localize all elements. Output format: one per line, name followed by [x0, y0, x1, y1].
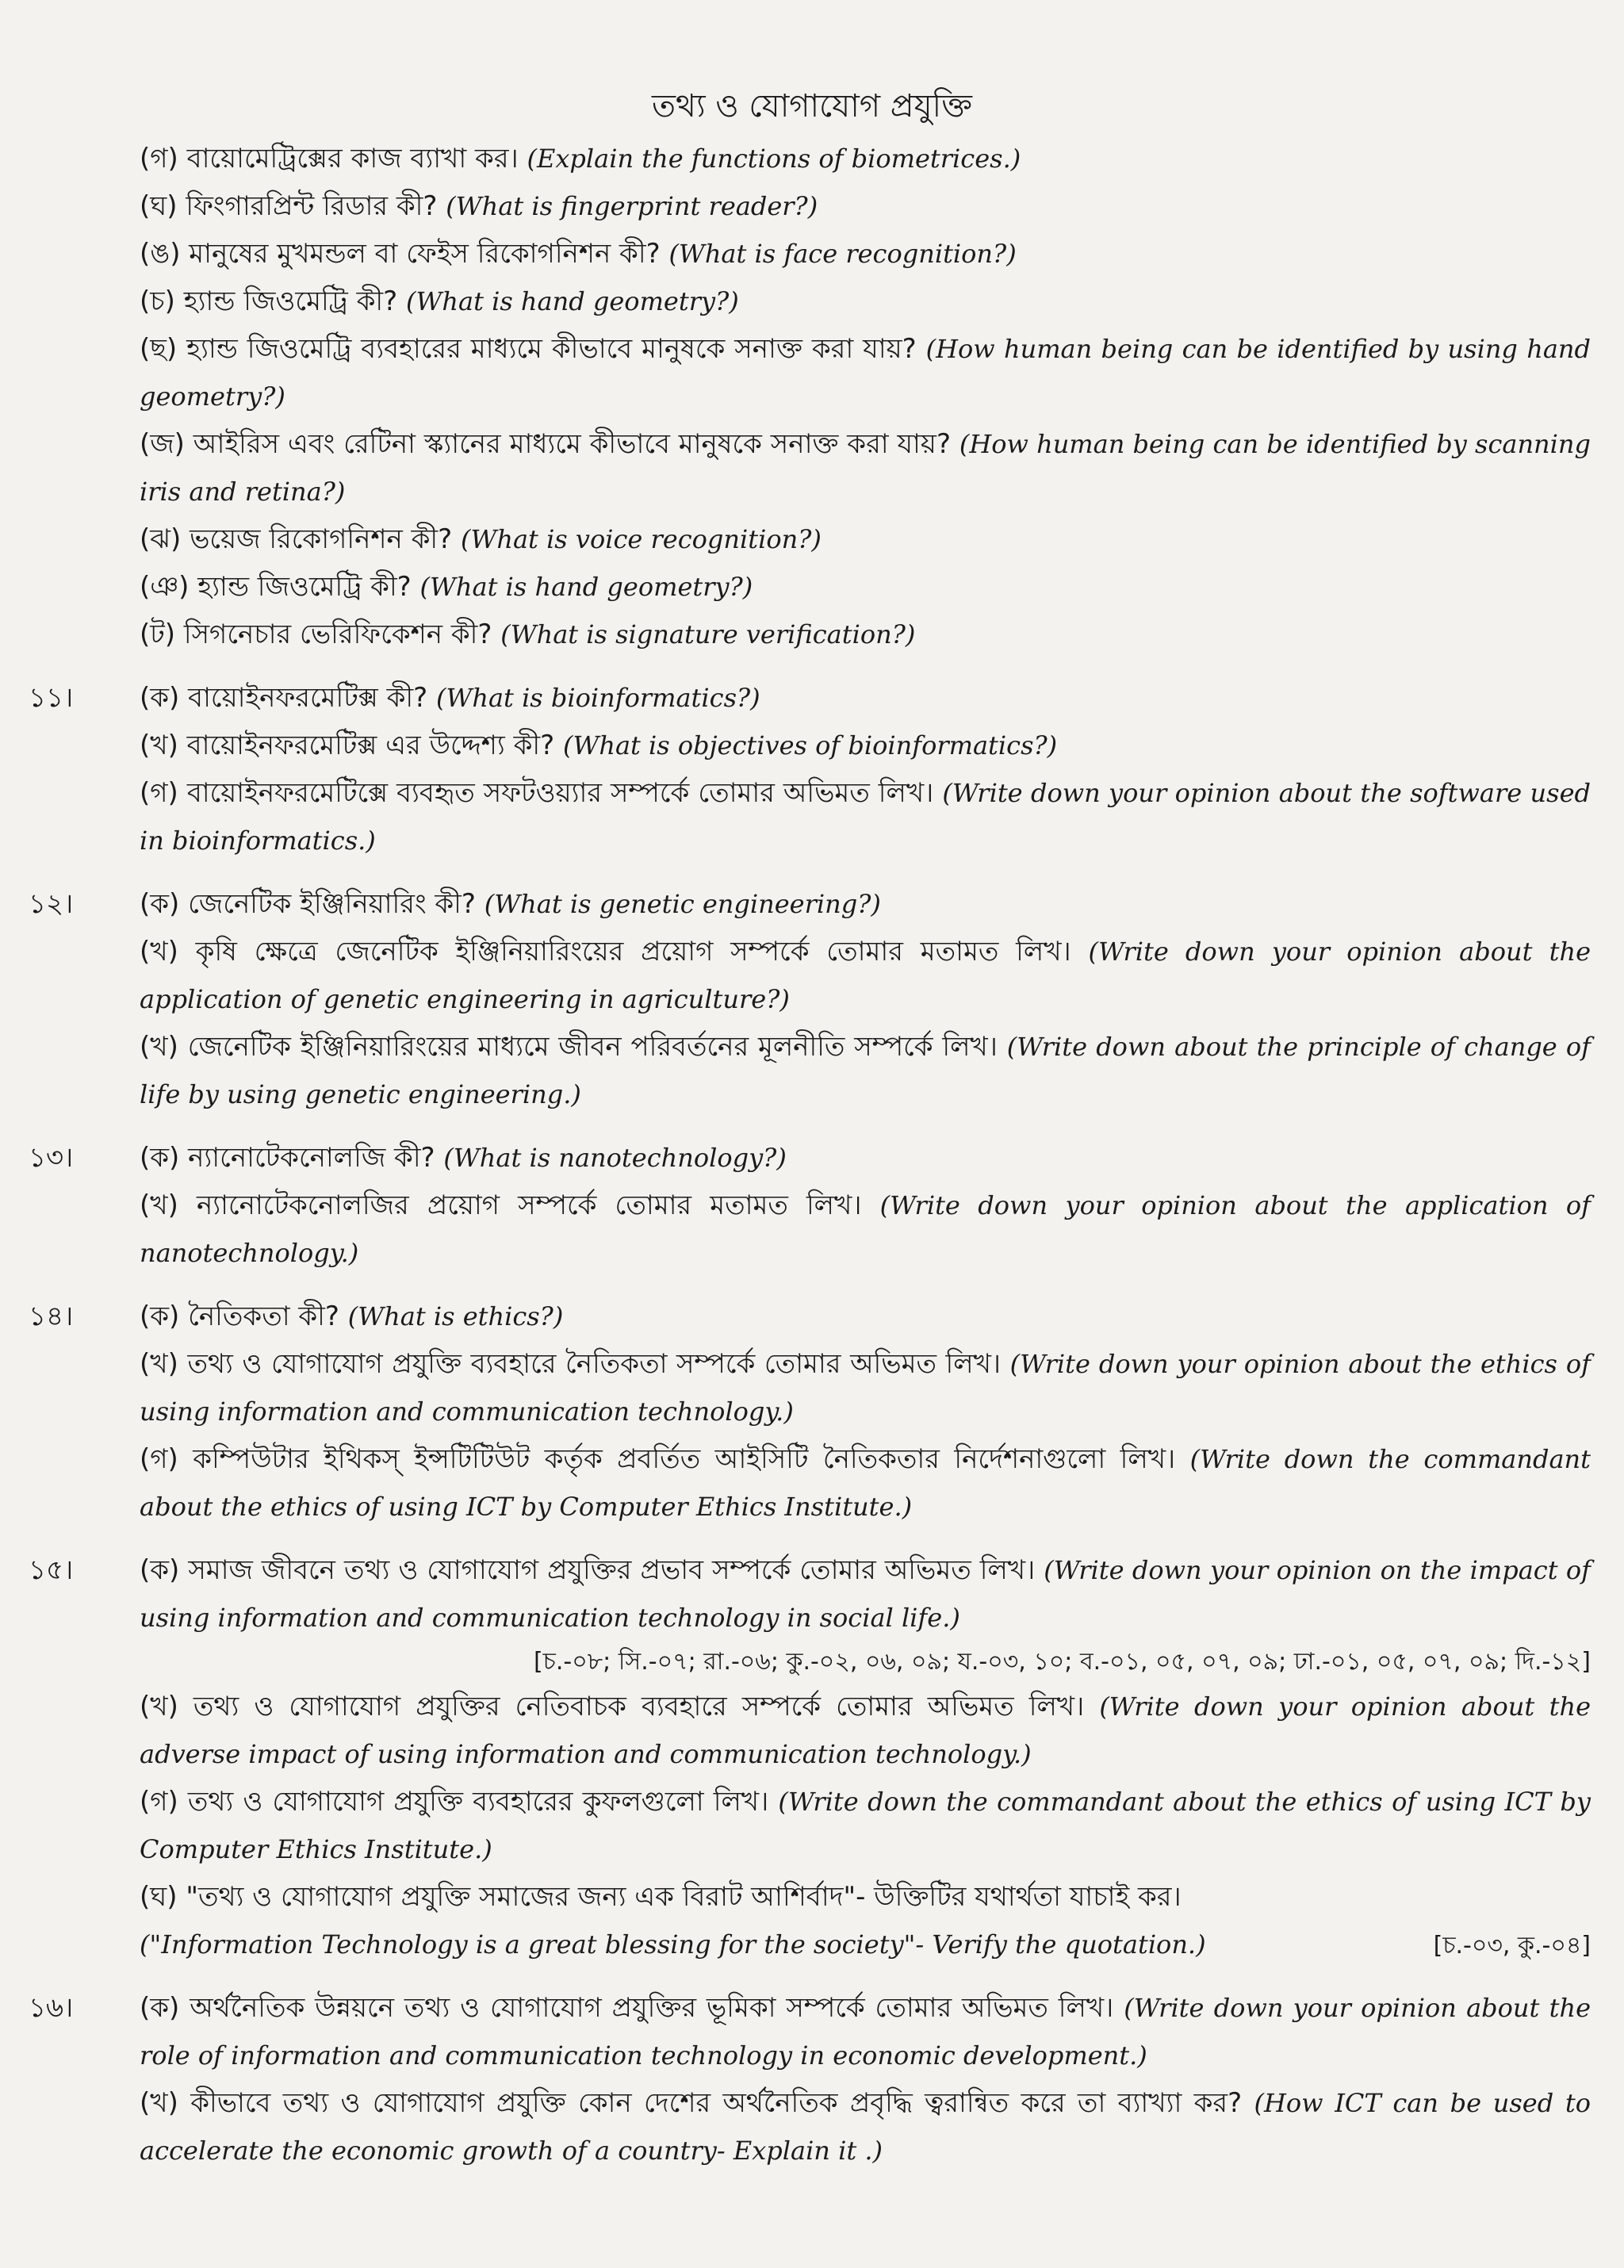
- list-item: (ক) নৈতিকতা কী? (What is ethics?): [140, 1301, 564, 1332]
- list-item: (জ) আইরিস এবং রেটিনা স্ক্যানের মাধ্যমে কীভাবে মানুষকে সনাক্ত করা যায়? (How human being can be identified by scanning iris and retina?): [140, 428, 1591, 507]
- board-reference: [চ.-০৮; সি.-০৭; রা.-০৬; কু.-০২, ০৬, ০৯; য.-০৩, ১০; ব.-০১, ০৫, ০৭, ০৯; ঢা.-০১, ০৫, ০৭, ০৯; দি.-১২]: [533, 1648, 1591, 1676]
- question-number: ১৬।: [29, 1992, 74, 2024]
- list-item: (ঙ) মানুষের মুখমন্ডল বা ফেইস রিকোগনিশন কী? (What is face recognition?): [140, 238, 1017, 270]
- list-item: (ঝ) ভয়েজ রিকোগনিশন কী? (What is voice recognition?): [140, 523, 822, 555]
- continued-items: [140, 135, 1591, 658]
- board-reference: [চ.-০৩, কু.-০৪]: [1433, 1932, 1591, 1960]
- list-item: (চ) হ্যান্ড জিওমেট্রি কী? (What is hand geometry?): [140, 285, 739, 317]
- question-12: [29, 880, 1591, 1118]
- list-item: (ক) বায়োইনফরমেটিক্স কী? (What is bioinformatics?): [140, 682, 760, 714]
- list-item: (ছ) হ্যান্ড জিওমেট্রি ব্যবহারের মাধ্যমে কীভাবে মানুষকে সনাক্ত করা যায়? (How human being can be identified by using hand geometry?): [140, 333, 1591, 412]
- list-item: (ঘ) "তথ্য ও যোগাযোগ প্রযুক্তি সমাজের জন্য এক বিরাট আশির্বাদ"- উক্তিটির যথার্থতা যাচাই কর।: [140, 1881, 1182, 1913]
- list-item: (গ) বায়োইনফরমেটিক্সে ব্যবহৃত সফটওয়্যার সম্পর্কে তোমার অভিমত লিখ। (Write down your opinion about the software used in bioinformatics.): [140, 777, 1591, 856]
- question-13: [29, 1134, 1591, 1277]
- list-item: (খ) ন্যানোটেকনোলজির প্রয়োগ সম্পর্কে তোমার মতামত লিখ। (Write down your opinion about the application of nanotechnology.): [140, 1190, 1591, 1268]
- list-item: (খ) বায়োইনফরমেটিক্স এর উদ্দেশ্য কী? (What is objectives of bioinformatics?): [140, 730, 1058, 761]
- list-item: (খ) কীভাবে তথ্য ও যোগাযোগ প্রযুক্তি কোন দেশের অর্থনৈতিক প্রবৃদ্ধি ত্বরান্বিত করে তা ব্যাখ্যা কর? (How ICT can be used to accelerate the economic growth of a country- Explain it .): [140, 2087, 1591, 2166]
- question-number: ১৫।: [29, 1554, 74, 1586]
- document-body: [29, 135, 1591, 2174]
- list-item: (ক) জেনেটিক ইঞ্জিনিয়ারিং কী? (What is genetic engineering?): [140, 888, 881, 920]
- question-number: ১৪।: [29, 1301, 74, 1332]
- list-item: (গ) বায়োমেট্রিক্সের কাজ ব্যাখা কর। (Explain the functions of biometrices.): [140, 143, 1021, 174]
- list-item: (খ) কৃষি ক্ষেত্রে জেনেটিক ইঞ্জিনিয়ারিংয়ের প্রয়োগ সম্পর্কে তোমার মতামত লিখ। (Write down your opinion about the application of genetic engineering in agriculture?): [140, 936, 1591, 1014]
- list-item: (খ) তথ্য ও যোগাযোগ প্রযুক্তির নেতিবাচক ব্যবহারে সম্পর্কে তোমার অভিমত লিখ। (Write down your opinion about the adverse impact of using information and communication technology.): [140, 1691, 1591, 1769]
- question-number: ১২।: [29, 888, 74, 920]
- list-item: (গ) তথ্য ও যোগাযোগ প্রযুক্তি ব্যবহারের কুফলগুলো লিখ। (Write down the commandant about the ethics of using ICT by Computer Ethics Institute.): [140, 1786, 1591, 1864]
- question-11: [29, 674, 1591, 864]
- question-15: [29, 1546, 1591, 1968]
- list-item: (খ) জেনেটিক ইঞ্জিনিয়ারিংয়ের মাধ্যমে জীবন পরিবর্তনের মূলনীতি সম্পর্কে লিখ। (Write down about the principle of change of life by using genetic engineering.): [140, 1031, 1591, 1109]
- question-number: ১৩।: [29, 1142, 74, 1174]
- page-title: তথ্য ও যোগাযোগ প্রযুক্তি: [652, 88, 972, 125]
- question-16: [29, 1984, 1591, 2174]
- question-14: [29, 1293, 1591, 1531]
- list-item: (ঞ) হ্যান্ড জিওমেট্রি কী? (What is hand geometry?): [140, 571, 753, 603]
- quotation-translation: ("Information Technology is a great blessing for the society"- Verify the quotation.): [140, 1929, 1206, 1960]
- list-item: (ক) অর্থনৈতিক উন্নয়নে তথ্য ও যোগাযোগ প্রযুক্তির ভূমিকা সম্পর্কে তোমার অভিমত লিখ। (Write down your opinion about the role of information and communication technology in economic development.): [140, 1992, 1591, 2071]
- list-item: (ক) সমাজ জীবনে তথ্য ও যোগাযোগ প্রযুক্তির প্রভাব সম্পর্কে তোমার অভিমত লিখ। (Write down your opinion on the impact of using information and communication technology in social life.): [140, 1554, 1591, 1633]
- list-item: (ক) ন্যানোটেকনোলজি কী? (What is nanotechnology?): [140, 1142, 787, 1174]
- list-item: (খ) তথ্য ও যোগাযোগ প্রযুক্তি ব্যবহারে নৈতিকতা সম্পর্কে তোমার অভিমত লিখ। (Write down your opinion about the ethics of using information and communication technology.): [140, 1348, 1591, 1427]
- question-number: ১১।: [29, 682, 74, 714]
- list-item: (ঘ) ফিংগারপ্রিন্ট রিডার কী? (What is fingerprint reader?): [140, 190, 818, 222]
- quotation-row: [140, 1921, 1591, 1968]
- list-item: (ট) সিগনেচার ভেরিফিকেশন কী? (What is signature verification?): [140, 619, 916, 650]
- list-item: (গ) কম্পিউটার ইথিকস্ ইন্সটিটিউট কর্তৃক প্রবর্তিত আইসিটি নৈতিকতার নির্দেশনাগুলো লিখ। (Write down the commandant about the ethics of using ICT by Computer Ethics Institute.): [140, 1443, 1591, 1522]
